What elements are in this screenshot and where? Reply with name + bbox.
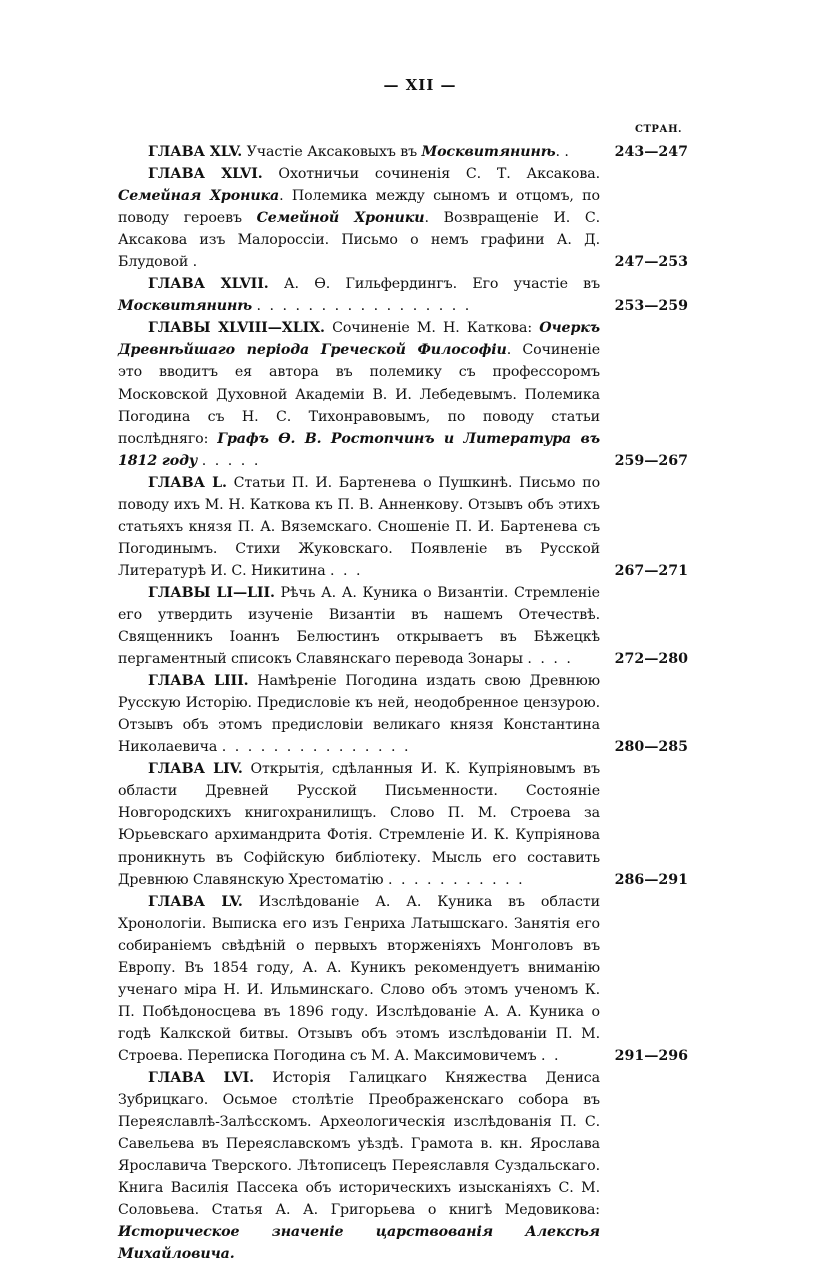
entry-description: Сочиненіе М. Н. Каткова: — [324, 320, 540, 337]
work-title: Москвитянинѣ — [421, 144, 556, 160]
toc-entry-text — [118, 582, 600, 670]
work-title: Москвитянинѣ — [118, 298, 253, 315]
entry-description: Охотничьи сочиненія С. Т. Аксакова. — [262, 166, 600, 183]
entry-description: Открытія, сдѣланныя И. К. Купріяновымъ въ области Древней Русской Письменности. Состояніе Новгородскихъ книгохранилищъ. Слово П. М. Строева за Юрьевскаго архимандрита Фотія. Стремленіе И. К. Купріянова проникнуть въ Софійскую библіотеку. Мысль его составить Древнюю Славянскую Хрестоматію — [118, 761, 600, 888]
toc-entry — [118, 758, 688, 890]
leader-dots: . . — [540, 1047, 561, 1064]
work-title: Семейной Хроники — [256, 210, 425, 227]
page-range: 280—285 — [614, 739, 688, 756]
chapter-label: ГЛАВА LIV. — [148, 761, 243, 778]
leader-dots: . . . . — [527, 651, 573, 668]
entry-description: . — [555, 144, 565, 160]
entry-description: Изслѣдованіе А. А. Куника въ области Хронологіи. Выписка его изъ Генриха Латышскаго. Занятія его собираніемъ свѣдѣній о первыхъ вторженіяхъ Монголовъ въ Европу. Въ 1854 году, А. А. Куникъ рекомендуетъ вниманію ученаго міра Н. И. Ильминскаго. Слово объ этомъ ученомъ К. П. Побѣдоносцева въ 1896 году. Изслѣдованіе А. А. Куника о годѣ Калкской битвы. Отзывъ объ этомъ изслѣдованіи П. М. Строева. Переписка Погодина съ М. А. Максимовичемъ — [118, 893, 600, 1064]
work-title: Графъ Ѳ. В. Ростопчинъ и Литература въ 1812 году — [118, 430, 600, 469]
page-range: 286—291 — [614, 871, 688, 888]
entry-description: Намѣреніе Погодина издать свою Древнюю Русскую Исторію. Предисловіе къ ней, неодобренное цензурою. Отзывъ объ этомъ предисловіи великаго князя Константина Николаевича — [118, 673, 601, 756]
entry-description: . Полемика между сыномъ и отцомъ, по поводу героевъ — [118, 188, 600, 227]
page-folio: — XII — — [383, 76, 457, 94]
leader-dots: . . . . . . . . . . . — [387, 871, 525, 888]
entry-description: Исторія Галицкаго Княжества Дениса Зубрицкаго. Осьмое столѣтіе Преображенскаго собора въ Переяславлѣ-Залѣсскомъ. Археологическія изслѣдованія П. С. Савельева въ Переяславскомъ уѣздѣ. Грамота в. кн. Ярослава Ярославича Тверского. Лѣтописецъ Переяславля Суздальскаго. Книга Василія Пассека объ историческихъ изысканіяхъ С. М. Соловьева. Статья А. А. Григорьева о книгѣ Медовикова: — [118, 1069, 600, 1219]
toc-entry — [118, 891, 688, 1067]
leader-dots: . — [564, 144, 571, 160]
work-title: Очеркъ Древнѣйшаго періода Греческой Философіи — [118, 320, 601, 359]
entry-description: А. Ѳ. Гильфердингъ. Его участіе въ — [268, 276, 600, 293]
chapter-label: ГЛАВА XLVI. — [148, 166, 263, 183]
pages-column-heading: СТРАН. — [635, 124, 682, 135]
toc-entry — [118, 317, 688, 471]
entry-description: Рѣчь А. А. Куника о Византіи. Стремленіе его утвердить изученіе Византіи въ нашемъ Отечествѣ. Священникъ Іоаннъ Белюстинъ открываетъ въ Бѣжецкѣ пергаментный списокъ Славянскаго перевода Зонары — [118, 584, 600, 668]
leader-dots: . . . . . . . . . . . . . . . — [221, 739, 411, 756]
entry-description: Статьи П. И. Бартенева о Пушкинѣ. Письмо по поводу ихъ М. Н. Каткова къ П. В. Анненкову. Отзывъ объ этихъ статьяхъ князя П. А. Вяземскаго. Сношеніе П. И. Бартенева съ Погодинымъ. Стихи Жуковскаго. Появленіе въ Русской Литературѣ И. С. Никитина — [118, 474, 601, 579]
toc-entry — [118, 582, 688, 670]
leader-dots: . . . . . . . . . . . . . . . . . — [256, 298, 472, 315]
leader-dots: . . . — [329, 562, 363, 579]
chapter-label: ГЛАВА XLV. — [148, 144, 243, 160]
chapter-label: ГЛАВА XLVII. — [148, 276, 269, 293]
page-range: 243—247 — [614, 144, 688, 160]
toc-entry-text — [118, 317, 600, 471]
page-range: 291—296 — [614, 1047, 688, 1064]
page-range: 253—259 — [614, 298, 688, 315]
table-of-contents — [118, 141, 688, 1265]
toc-entry — [118, 670, 688, 758]
leader-dots: . . . . . — [201, 452, 261, 469]
entry-description: Участіе Аксаковыхъ въ — [242, 144, 422, 160]
chapter-label: ГЛАВА LIII. — [148, 673, 249, 690]
chapter-label: ГЛАВА L. — [148, 474, 227, 491]
toc-entry-text — [118, 163, 600, 273]
toc-entry-text — [118, 1067, 600, 1265]
toc-entry — [118, 141, 688, 163]
toc-entry-text — [118, 273, 600, 317]
toc-entry-text — [118, 472, 600, 582]
chapter-label: ГЛАВЫ LI—LII. — [148, 584, 275, 601]
toc-entry-text — [118, 891, 600, 1067]
chapter-label: ГЛАВЫ XLVIII—XLIX. — [148, 320, 325, 337]
page-range: 267—271 — [614, 562, 688, 579]
entry-description: . Возвращеніе И. С. Аксакова изъ Малороссіи. Письмо о немъ графини А. Д. Блудовой — [118, 210, 601, 271]
toc-entry — [118, 472, 688, 582]
leader-dots: . — [192, 254, 200, 271]
chapter-label: ГЛАВА LVI. — [148, 1069, 255, 1086]
page-range: 247—253 — [614, 254, 688, 271]
page-range: 259—267 — [614, 452, 688, 469]
toc-entry — [118, 1067, 688, 1265]
page-range: 272—280 — [614, 651, 688, 668]
toc-entry — [118, 163, 688, 273]
entry-description: . Сочиненіе это вводитъ ея автора въ полемику съ профессоромъ Московской Духовной Академіи В. И. Лебедевымъ. Полемика Погодина съ Н. С. Тихонравовымъ, по поводу статьи послѣдняго: — [118, 342, 600, 447]
work-title: Семейная Хроника — [118, 188, 280, 205]
toc-entry-text — [118, 758, 600, 890]
toc-entry-text — [118, 141, 600, 163]
chapter-label: ГЛАВА LV. — [148, 893, 243, 910]
toc-entry-text — [118, 670, 600, 758]
work-title: Историческое значеніе царствованія Алексѣя Михайловича. — [118, 1224, 600, 1263]
toc-entry — [118, 273, 688, 317]
